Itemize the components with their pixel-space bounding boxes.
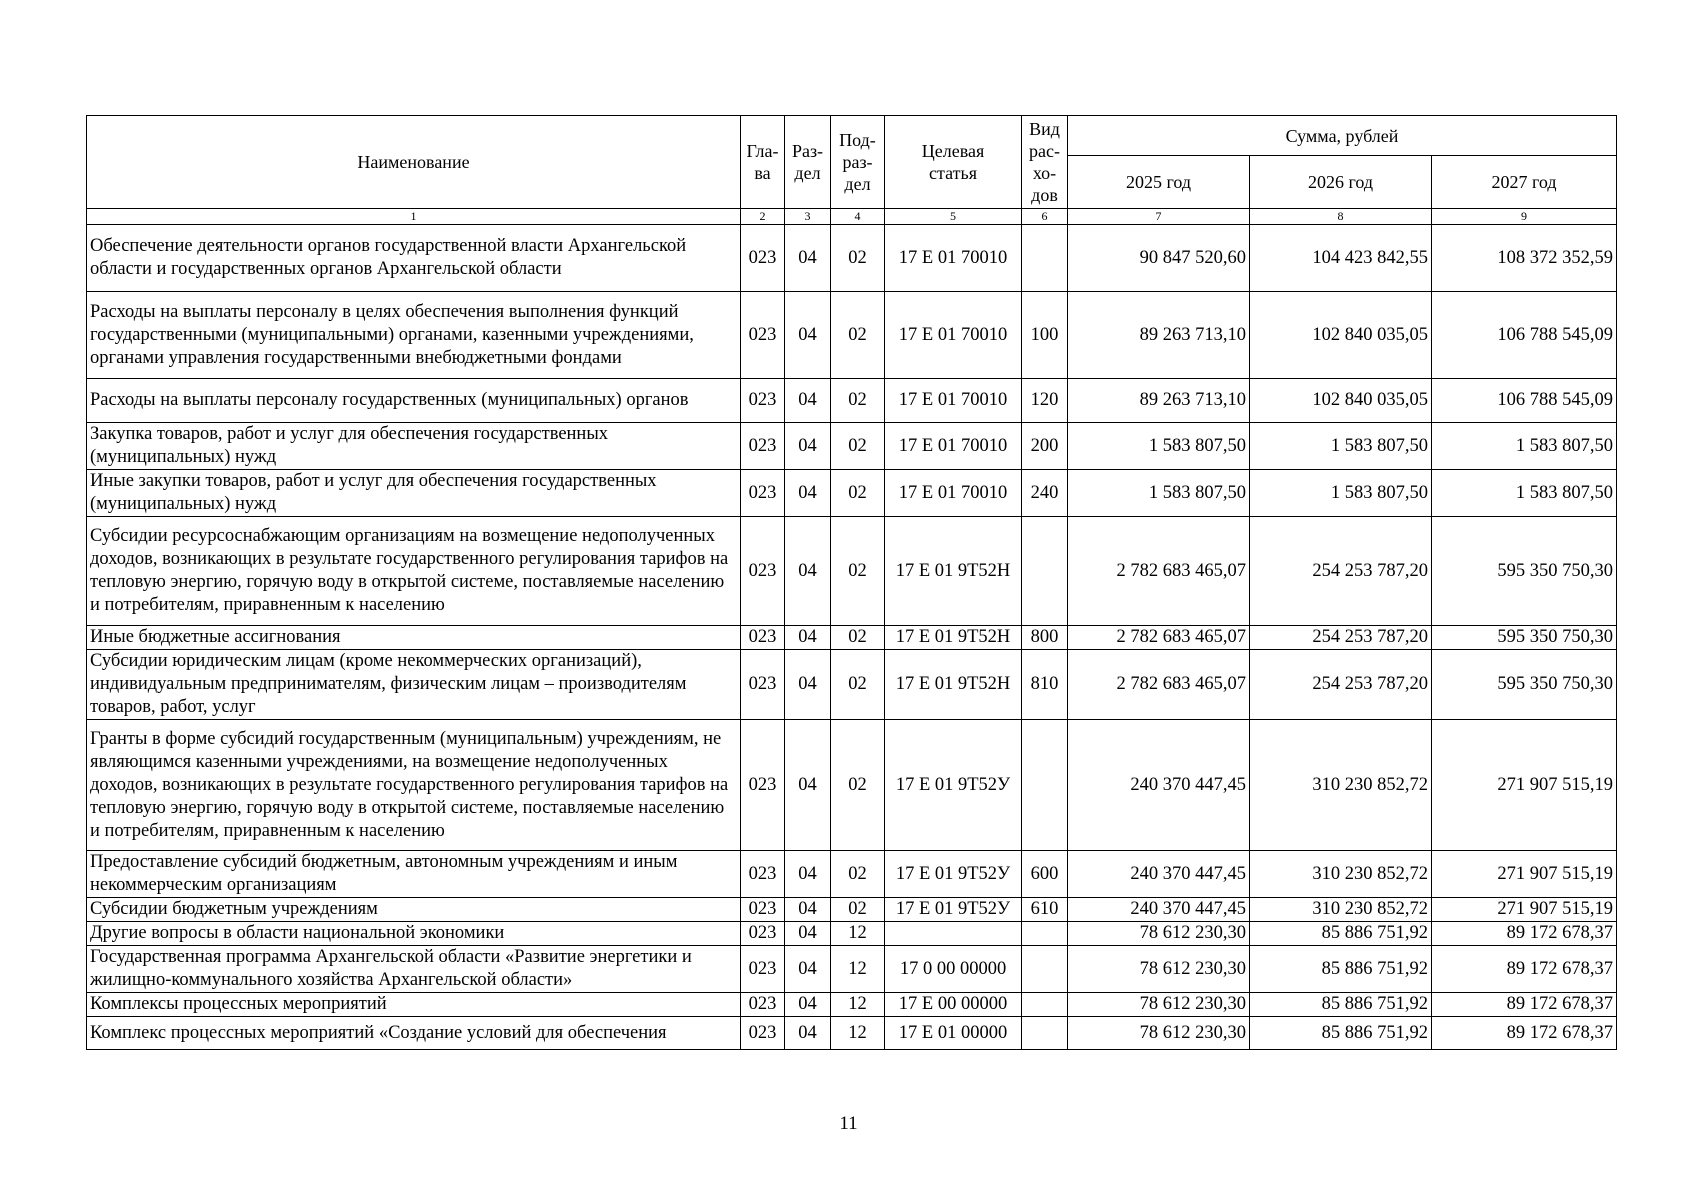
- row-sum-2025: 1 583 807,50: [1068, 423, 1250, 470]
- row-chapter: 023: [741, 470, 785, 517]
- row-name: Предоставление субсидий бюджетным, автономным учреждениям и иным некоммерческим организациям: [87, 851, 741, 898]
- row-sum-2025: 240 370 447,45: [1068, 720, 1250, 851]
- table-row: [87, 423, 1617, 470]
- row-sum-2027: 108 372 352,59: [1432, 225, 1617, 292]
- row-sum-2027: 595 350 750,30: [1432, 517, 1617, 626]
- header-year-2026: 2026 год: [1250, 156, 1432, 209]
- row-sum-2025: 78 612 230,30: [1068, 1017, 1250, 1050]
- row-name: Расходы на выплаты персоналу в целях обеспечения выполнения функций государственными (муниципальными) органами, казенными учреждениями, органами управления государственными внебюджетными фондами: [87, 292, 741, 379]
- row-name: Комплекс процессных мероприятий «Создание условий для обеспечения: [87, 1017, 741, 1050]
- header-expense-type: Вид рас- хо- дов: [1022, 116, 1068, 209]
- row-chapter: 023: [741, 423, 785, 470]
- row-name: Иные закупки товаров, работ и услуг для обеспечения государственных (муниципальных) нужд: [87, 470, 741, 517]
- row-subsection: 12: [831, 1017, 885, 1050]
- row-sum-2025: 78 612 230,30: [1068, 993, 1250, 1017]
- row-name: Гранты в форме субсидий государственным (муниципальным) учреждениям, не являющимся казенными учреждениями, на возмещение недополученных доходов, возникающих в результате государственного регулирования тарифов на тепловую энергию, горячую воду в открытой системе, поставляемые населению и потребителям, приравненным к населению: [87, 720, 741, 851]
- row-subsection: 12: [831, 946, 885, 993]
- row-section: 04: [785, 922, 831, 946]
- table-row: [87, 225, 1617, 292]
- column-number: 2: [741, 209, 785, 225]
- row-section: 04: [785, 993, 831, 1017]
- row-chapter: 023: [741, 946, 785, 993]
- row-sum-2026: 1 583 807,50: [1250, 470, 1432, 517]
- column-number: 1: [87, 209, 741, 225]
- row-sum-2027: 89 172 678,37: [1432, 922, 1617, 946]
- row-expense-type: [1022, 993, 1068, 1017]
- row-target-article: 17 Е 01 9Т52У: [885, 851, 1022, 898]
- row-sum-2026: 310 230 852,72: [1250, 851, 1432, 898]
- column-number: 4: [831, 209, 885, 225]
- row-subsection: 02: [831, 292, 885, 379]
- row-subsection: 12: [831, 922, 885, 946]
- row-sum-2027: 106 788 545,09: [1432, 292, 1617, 379]
- header-target-article: Целевая статья: [885, 116, 1022, 209]
- row-subsection: 02: [831, 720, 885, 851]
- table-row: [87, 1017, 1617, 1050]
- row-target-article: 17 Е 01 9Т52Н: [885, 650, 1022, 720]
- row-sum-2025: 89 263 713,10: [1068, 379, 1250, 423]
- row-target-article: 17 Е 01 70010: [885, 379, 1022, 423]
- row-expense-type: 810: [1022, 650, 1068, 720]
- row-target-article: 17 Е 01 9Т52Н: [885, 626, 1022, 650]
- row-section: 04: [785, 851, 831, 898]
- row-sum-2027: 89 172 678,37: [1432, 993, 1617, 1017]
- row-expense-type: 200: [1022, 423, 1068, 470]
- row-sum-2027: 89 172 678,37: [1432, 946, 1617, 993]
- header-year-2025: 2025 год: [1068, 156, 1250, 209]
- table-row: [87, 379, 1617, 423]
- table-row: [87, 993, 1617, 1017]
- row-expense-type: [1022, 720, 1068, 851]
- row-target-article: 17 0 00 00000: [885, 946, 1022, 993]
- row-target-article: 17 Е 01 70010: [885, 470, 1022, 517]
- row-expense-type: 120: [1022, 379, 1068, 423]
- row-section: 04: [785, 225, 831, 292]
- row-sum-2027: 1 583 807,50: [1432, 470, 1617, 517]
- row-sum-2025: 78 612 230,30: [1068, 922, 1250, 946]
- row-sum-2025: 2 782 683 465,07: [1068, 626, 1250, 650]
- row-section: 04: [785, 626, 831, 650]
- row-name: Субсидии ресурсоснабжающим организациям на возмещение недополученных доходов, возникающих в результате государственного регулирования тарифов на тепловую энергию, горячую воду в открытой системе, поставляемые населению и потребителям, приравненным к населению: [87, 517, 741, 626]
- column-number: 6: [1022, 209, 1068, 225]
- row-target-article: 17 Е 01 70010: [885, 292, 1022, 379]
- column-number-row: [87, 209, 1617, 225]
- row-chapter: 023: [741, 379, 785, 423]
- row-target-article: 17 Е 01 70010: [885, 423, 1022, 470]
- row-sum-2026: 310 230 852,72: [1250, 720, 1432, 851]
- column-number: 9: [1432, 209, 1617, 225]
- row-sum-2025: 78 612 230,30: [1068, 946, 1250, 993]
- row-expense-type: 600: [1022, 851, 1068, 898]
- row-subsection: 02: [831, 898, 885, 922]
- row-sum-2026: 254 253 787,20: [1250, 517, 1432, 626]
- row-name: Закупка товаров, работ и услуг для обеспечения государственных (муниципальных) нужд: [87, 423, 741, 470]
- budget-table: [86, 115, 1617, 1050]
- row-subsection: 02: [831, 650, 885, 720]
- row-section: 04: [785, 379, 831, 423]
- row-target-article: 17 Е 01 70010: [885, 225, 1022, 292]
- column-number: 7: [1068, 209, 1250, 225]
- row-subsection: 02: [831, 225, 885, 292]
- table-row: [87, 851, 1617, 898]
- row-sum-2027: 271 907 515,19: [1432, 898, 1617, 922]
- row-section: 04: [785, 470, 831, 517]
- table-header: [87, 116, 1617, 225]
- row-sum-2026: 85 886 751,92: [1250, 946, 1432, 993]
- table-row: [87, 720, 1617, 851]
- header-year-2027: 2027 год: [1432, 156, 1617, 209]
- row-section: 04: [785, 898, 831, 922]
- row-sum-2027: 595 350 750,30: [1432, 626, 1617, 650]
- row-section: 04: [785, 517, 831, 626]
- row-sum-2025: 240 370 447,45: [1068, 898, 1250, 922]
- row-section: 04: [785, 946, 831, 993]
- row-expense-type: [1022, 946, 1068, 993]
- row-expense-type: 800: [1022, 626, 1068, 650]
- row-expense-type: [1022, 517, 1068, 626]
- row-name: Расходы на выплаты персоналу государственных (муниципальных) органов: [87, 379, 741, 423]
- table-row: [87, 946, 1617, 993]
- row-target-article: 17 Е 01 9Т52Н: [885, 517, 1022, 626]
- budget-table-page: [86, 115, 1616, 1050]
- header-section: Раз- дел: [785, 116, 831, 209]
- row-chapter: 023: [741, 993, 785, 1017]
- table-row: [87, 517, 1617, 626]
- table-row: [87, 470, 1617, 517]
- row-sum-2026: 85 886 751,92: [1250, 993, 1432, 1017]
- column-number: 5: [885, 209, 1022, 225]
- row-name: Субсидии юридическим лицам (кроме некоммерческих организаций), индивидуальным предпринимателям, физическим лицам – производителям товаров, работ, услуг: [87, 650, 741, 720]
- row-chapter: 023: [741, 517, 785, 626]
- row-sum-2025: 1 583 807,50: [1068, 470, 1250, 517]
- row-section: 04: [785, 423, 831, 470]
- row-chapter: 023: [741, 225, 785, 292]
- row-chapter: 023: [741, 922, 785, 946]
- row-sum-2026: 85 886 751,92: [1250, 1017, 1432, 1050]
- row-expense-type: [1022, 922, 1068, 946]
- row-subsection: 02: [831, 423, 885, 470]
- row-sum-2027: 89 172 678,37: [1432, 1017, 1617, 1050]
- row-sum-2026: 102 840 035,05: [1250, 379, 1432, 423]
- row-sum-2026: 254 253 787,20: [1250, 626, 1432, 650]
- row-expense-type: 610: [1022, 898, 1068, 922]
- row-target-article: [885, 922, 1022, 946]
- row-expense-type: 100: [1022, 292, 1068, 379]
- row-sum-2026: 104 423 842,55: [1250, 225, 1432, 292]
- table-row: [87, 898, 1617, 922]
- row-subsection: 02: [831, 470, 885, 517]
- header-subsection: Под- раз- дел: [831, 116, 885, 209]
- row-sum-2025: 2 782 683 465,07: [1068, 650, 1250, 720]
- row-target-article: 17 Е 01 9Т52У: [885, 720, 1022, 851]
- page-number: 11: [839, 1113, 858, 1134]
- table-row: [87, 650, 1617, 720]
- row-subsection: 02: [831, 517, 885, 626]
- header-name: Наименование: [87, 116, 741, 209]
- header-sum: Сумма, рублей: [1068, 116, 1617, 156]
- row-sum-2027: 106 788 545,09: [1432, 379, 1617, 423]
- row-name: Другие вопросы в области национальной экономики: [87, 922, 741, 946]
- row-target-article: 17 Е 01 00000: [885, 1017, 1022, 1050]
- row-name: Иные бюджетные ассигнования: [87, 626, 741, 650]
- row-name: Субсидии бюджетным учреждениям: [87, 898, 741, 922]
- row-subsection: 02: [831, 626, 885, 650]
- table-row: [87, 626, 1617, 650]
- row-sum-2025: 89 263 713,10: [1068, 292, 1250, 379]
- row-sum-2026: 310 230 852,72: [1250, 898, 1432, 922]
- header-chapter: Гла- ва: [741, 116, 785, 209]
- row-sum-2027: 271 907 515,19: [1432, 851, 1617, 898]
- row-sum-2026: 254 253 787,20: [1250, 650, 1432, 720]
- row-subsection: 02: [831, 379, 885, 423]
- row-section: 04: [785, 1017, 831, 1050]
- row-sum-2026: 102 840 035,05: [1250, 292, 1432, 379]
- row-sum-2027: 595 350 750,30: [1432, 650, 1617, 720]
- row-sum-2026: 1 583 807,50: [1250, 423, 1432, 470]
- row-sum-2025: 2 782 683 465,07: [1068, 517, 1250, 626]
- row-sum-2027: 271 907 515,19: [1432, 720, 1617, 851]
- row-chapter: 023: [741, 1017, 785, 1050]
- row-expense-type: [1022, 1017, 1068, 1050]
- column-number: 8: [1250, 209, 1432, 225]
- row-subsection: 02: [831, 851, 885, 898]
- row-sum-2025: 90 847 520,60: [1068, 225, 1250, 292]
- row-chapter: 023: [741, 851, 785, 898]
- row-expense-type: [1022, 225, 1068, 292]
- row-target-article: 17 Е 01 9Т52У: [885, 898, 1022, 922]
- row-sum-2027: 1 583 807,50: [1432, 423, 1617, 470]
- row-target-article: 17 Е 00 00000: [885, 993, 1022, 1017]
- table-row: [87, 292, 1617, 379]
- row-section: 04: [785, 720, 831, 851]
- row-expense-type: 240: [1022, 470, 1068, 517]
- row-name: Обеспечение деятельности органов государственной власти Архангельской области и государственных органов Архангельской области: [87, 225, 741, 292]
- row-section: 04: [785, 650, 831, 720]
- row-section: 04: [785, 292, 831, 379]
- row-name: Комплексы процессных мероприятий: [87, 993, 741, 1017]
- table-body: [87, 225, 1617, 1050]
- row-chapter: 023: [741, 720, 785, 851]
- row-chapter: 023: [741, 898, 785, 922]
- column-number: 3: [785, 209, 831, 225]
- row-name: Государственная программа Архангельской области «Развитие энергетики и жилищно-коммунального хозяйства Архангельской области»: [87, 946, 741, 993]
- table-row: [87, 922, 1617, 946]
- row-sum-2025: 240 370 447,45: [1068, 851, 1250, 898]
- row-subsection: 12: [831, 993, 885, 1017]
- row-chapter: 023: [741, 292, 785, 379]
- row-chapter: 023: [741, 650, 785, 720]
- row-chapter: 023: [741, 626, 785, 650]
- row-sum-2026: 85 886 751,92: [1250, 922, 1432, 946]
